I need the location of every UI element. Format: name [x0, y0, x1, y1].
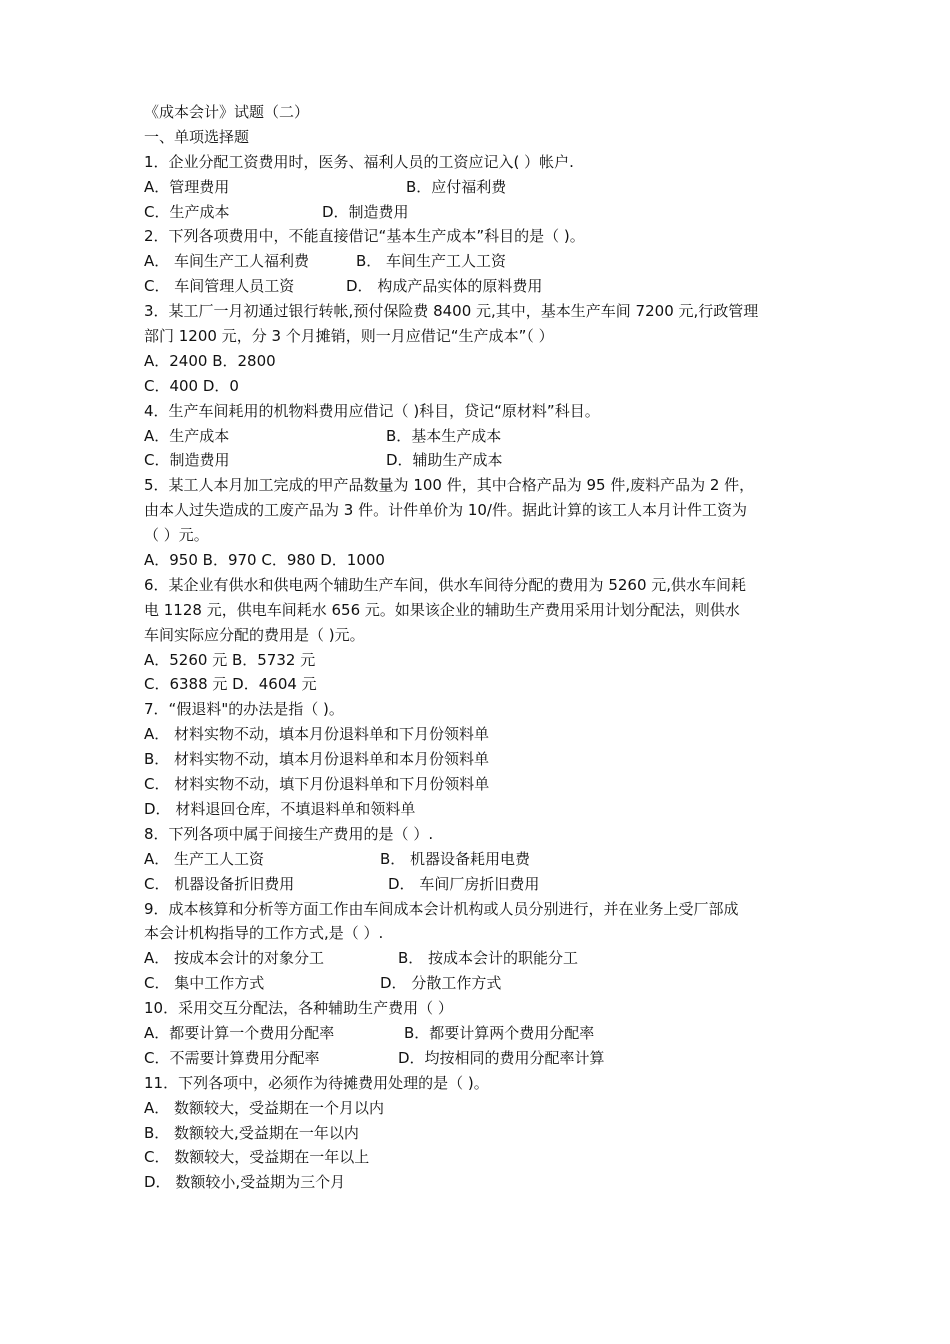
option-right: B．都要计算两个费用分配率 [404, 1023, 595, 1042]
option-left: C． 机器设备折旧费用 [144, 874, 295, 893]
option-row [144, 1046, 814, 1071]
document-body [144, 100, 814, 1195]
question-line: 10．采用交互分配法，各种辅助生产费用（ ） [144, 999, 453, 1018]
option-right: D．均按相同的费用分配率计算 [398, 1048, 605, 1067]
question-line: A． 数额较大，受益期在一个月以内 [144, 1098, 385, 1117]
option-row [144, 946, 814, 971]
question-line: B． 数额较大,受益期在一年以内 [144, 1123, 359, 1142]
option-right: D． 车间厂房折旧费用 [388, 874, 540, 893]
question-line: A． 材料实物不动，填本月份退料单和下月份领料单 [144, 725, 490, 744]
question-line: 4．生产车间耗用的机物料费用应借记（ )科目，贷记“原材料”科目。 [144, 401, 600, 420]
question-line: 电 1128 元，供电车间耗水 656 元。如果该企业的辅助生产费用采用计划分配法，则供水 [144, 600, 740, 619]
question-line: B． 材料实物不动，填本月份退料单和本月份领料单 [144, 750, 490, 769]
question-line: 由本人过失造成的工废产品为 3 件。计件单价为 10/件。据此计算的该工人本月计件工资为 [144, 501, 747, 520]
question-line: 部门 1200 元，分 3 个月摊销，则一月应借记“生产成本”（ ） [144, 327, 554, 346]
question-line: D． 数额较小,受益期为三个月 [144, 1173, 346, 1192]
option-row [144, 424, 814, 449]
question-line: C． 材料实物不动，填下月份退料单和下月份领料单 [144, 775, 490, 794]
option-left: A． 生产工人工资 [144, 849, 265, 868]
option-right: D．制造费用 [322, 202, 409, 221]
option-row [144, 274, 814, 299]
option-row [144, 175, 814, 200]
option-left: A． 按成本会计的对象分工 [144, 949, 325, 968]
question-line: C．400 D．0 [144, 376, 239, 395]
option-left: C．不需要计算费用分配率 [144, 1048, 320, 1067]
option-right: B．基本生产成本 [386, 426, 502, 445]
option-row [144, 249, 814, 274]
question-line: 5．某工人本月加工完成的甲产品数量为 100 件，其中合格产品为 95 件,废料产品为 2 件， [144, 476, 755, 495]
question-list [144, 150, 814, 1195]
option-left: C． 车间管理人员工资 [144, 277, 295, 296]
question-line: 车间实际应分配的费用是（ )元。 [144, 625, 365, 644]
question-line: 本会计机构指导的工作方式,是（ ）. [144, 924, 384, 943]
option-right: B．应付福利费 [406, 177, 507, 196]
option-left: A．管理费用 [144, 177, 230, 196]
option-left: A．生产成本 [144, 426, 230, 445]
option-right: D． 构成产品实体的原料费用 [346, 277, 543, 296]
question-line: C．6388 元 D．4604 元 [144, 675, 317, 694]
question-line: 3．某工厂一月初通过银行转帐,预付保险费 8400 元,其中，基本生产车间 7200 元,行政管理 [144, 302, 759, 321]
option-right: D．辅助生产成本 [386, 451, 503, 470]
option-right: D． 分散工作方式 [380, 974, 502, 993]
option-row [144, 971, 814, 996]
option-left: C．制造费用 [144, 451, 230, 470]
question-line: 2．下列各项费用中，不能直接借记“基本生产成本”科目的是（ )。 [144, 227, 585, 246]
option-right: B． 按成本会计的职能分工 [398, 949, 579, 968]
question-line: 9．成本核算和分析等方面工作由车间成本会计机构或人员分别进行，并在业务上受厂部成 [144, 899, 739, 918]
option-left: C． 集中工作方式 [144, 974, 265, 993]
option-right: B． 机器设备耗用电费 [380, 849, 531, 868]
question-line: A．5260 元 B．5732 元 [144, 650, 316, 669]
option-left: A．都要计算一个费用分配率 [144, 1023, 335, 1042]
option-right: B． 车间生产工人工资 [356, 252, 507, 271]
section-heading: 一、单项选择题 [144, 127, 250, 146]
option-row [144, 847, 814, 872]
option-row [144, 200, 814, 225]
option-row [144, 872, 814, 897]
question-line: 1．企业分配工资费用时，医务、福利人员的工资应记入( ）帐户. [144, 152, 574, 171]
option-row [144, 1021, 814, 1046]
document-title: 《成本会计》试题（二） [144, 103, 310, 121]
question-line: A．950 B．970 C．980 D．1000 [144, 551, 385, 570]
question-line: A．2400 B．2800 [144, 351, 276, 370]
question-line: （ ）元。 [144, 526, 209, 545]
question-line: D． 材料退回仓库，不填退料单和领料单 [144, 799, 416, 818]
question-line: 8．下列各项中属于间接生产费用的是（ ）. [144, 824, 434, 843]
question-line: 6．某企业有供水和供电两个辅助生产车间，供水车间待分配的费用为 5260 元,供水车间耗 [144, 575, 747, 594]
option-left: C．生产成本 [144, 202, 230, 221]
question-line: C． 数额较大，受益期在一年以上 [144, 1148, 370, 1167]
option-left: A． 车间生产工人福利费 [144, 252, 310, 271]
option-row [144, 448, 814, 473]
question-line: 7．“假退料"的办法是指（ )。 [144, 700, 344, 719]
question-line: 11．下列各项中，必须作为待摊费用处理的是（ )。 [144, 1073, 489, 1092]
